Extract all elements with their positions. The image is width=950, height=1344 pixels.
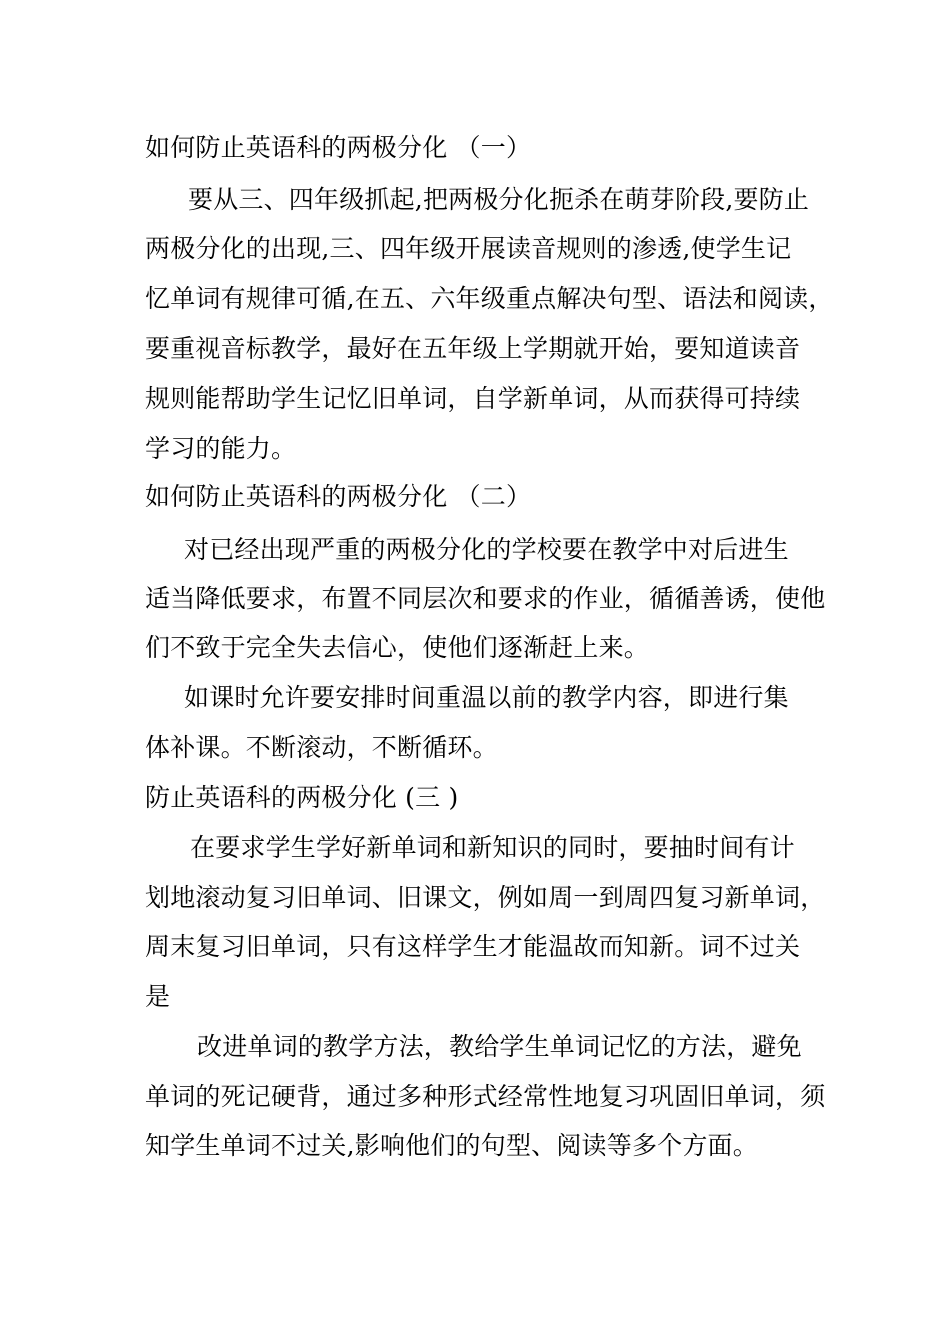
paragraph-line: 忆单词有规律可循,在五、六年级重点解决句型、语法和阅读， (145, 284, 834, 313)
paragraph-line: 如课时允许要安排时间重温以前的教学内容，即进行集 (184, 683, 789, 712)
paragraph-line: 单词的死记硬背，通过多种形式经常性地复习巩固旧单词，须 (145, 1082, 826, 1111)
paragraph-line: 们不致于完全失去信心，使他们逐渐赶上来。 (145, 633, 650, 662)
paragraph-line: 对已经出现严重的两极分化的学校要在教学中对后进生 (184, 535, 789, 564)
paragraph-line: 适当降低要求，布置不同层次和要求的作业，循循善诱，使他 (145, 584, 826, 613)
paragraph-line: 学习的能力。 (145, 434, 297, 463)
paragraph-line: 两极分化的出现,三、四年级开展读音规则的渗透,使学生记 (145, 234, 792, 263)
paragraph-line: 是 (145, 982, 171, 1011)
section-heading-3: 防止英语科的两极分化 (三 ) (145, 783, 459, 812)
paragraph-line: 规则能帮助学生记忆旧单词，自学新单词，从而获得可持续 (145, 384, 801, 413)
paragraph-line: 知学生单词不过关,影响他们的句型、阅读等多个方面。 (145, 1131, 758, 1160)
paragraph-line: 划地滚动复习旧单词、旧课文，例如周一到周四复习新单词， (145, 883, 826, 912)
paragraph-line: 在要求学生学好新单词和新知识的同时，要抽时间有计 (190, 833, 795, 862)
paragraph-line: 体补课。不断滚动，不断循环。 (145, 733, 498, 762)
paragraph-line: 周末复习旧单词，只有这样学生才能温故而知新。词不过关 (145, 932, 801, 961)
paragraph-line: 要从三、四年级抓起,把两极分化扼杀在萌芽阶段,要防止 (188, 185, 810, 214)
section-heading-1: 如何防止英语科的两极分化 （一） (145, 133, 532, 162)
paragraph-line: 要重视音标教学，最好在五年级上学期就开始，要知道读音 (145, 334, 801, 363)
section-heading-2: 如何防止英语科的两极分化 （二） (145, 482, 532, 511)
paragraph-line: 改进单词的教学方法，教给学生单词记忆的方法，避免 (197, 1032, 802, 1061)
